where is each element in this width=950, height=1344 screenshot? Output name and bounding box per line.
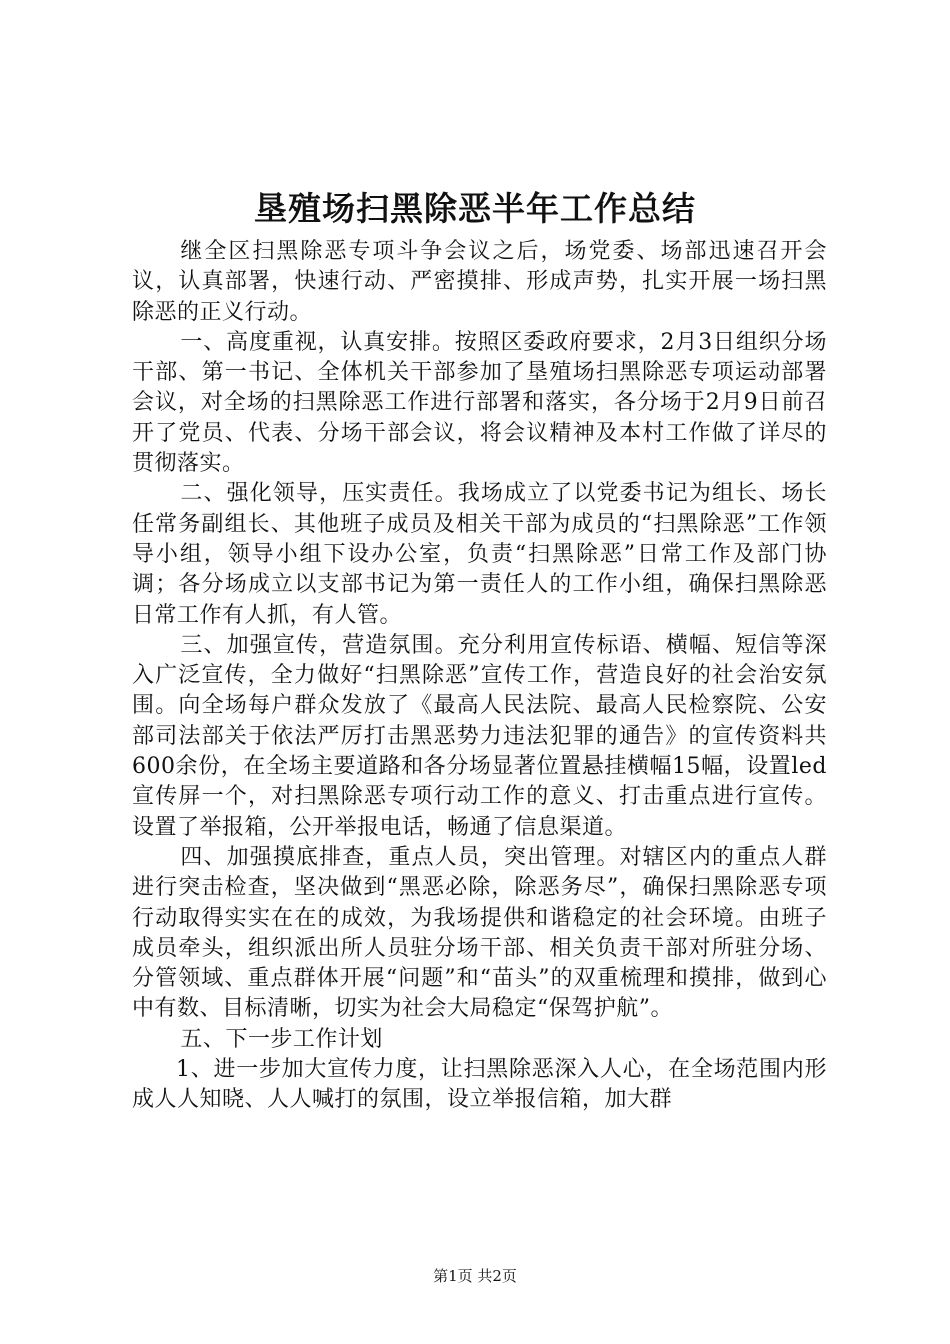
document-body: [132, 237, 827, 1116]
paragraph-section-4: 四、加强摸底排查，重点人员，突出管理。对辖区内的重点人群进行突击检查，坚决做到“黑恶必除，除恶务尽”，确保扫黑除恶专项行动取得实实在在的成效，为我场提供和谐稳定的社会环境。由班子成员牵头，组织派出所人员驻分场干部、相关负责干部对所驻分场、分管领域、重点群体开展“问题”和“苗头”的双重梳理和摸排，做到心中有数、目标清晰，切实为社会大局稳定“保驾护航”。: [132, 844, 827, 1022]
document-title: 垦殖场扫黑除恶半年工作总结: [254, 189, 696, 228]
paragraph-plan-item-1: 1、进一步加大宣传力度，让扫黑除恶深入人心，在全场范围内形成人人知晓、人人喊打的氛围，设立举报信箱，加大群: [132, 1057, 827, 1113]
paragraph-intro: 继全区扫黑除恶专项斗争会议之后，场党委、场部迅速召开会议，认真部署，快速行动、严密摸排、形成声势，扎实开展一场扫黑除恶的正义行动。: [132, 239, 827, 325]
paragraph-section-5-heading: 五、下一步工作计划: [180, 1026, 383, 1052]
paragraph-section-3: 三、加强宣传，营造氛围。充分利用宣传标语、横幅、短信等深入广泛宣传，全力做好“扫黑除恶”宣传工作，营造良好的社会治安氛围。向全场每户群众发放了《最高人民法院、最高人民检察院、公安部司法部关于依法严厉打击黑恶势力违法犯罪的通告》的宣传资料共600余份，在全场主要道路和各分场显著位置悬挂横幅15幅，设置led宣传屏一个，对扫黑除恶专项行动工作的意义、打击重点进行宣传。设置了举报箱，公开举报电话，畅通了信息渠道。: [132, 632, 827, 840]
paragraph-section-2: 二、强化领导，压实责任。我场成立了以党委书记为组长、场长任常务副组长、其他班子成员及相关干部为成员的“扫黑除恶”工作领导小组，领导小组下设办公室，负责“扫黑除恶”日常工作及部门协调；各分场成立以支部书记为第一责任人的工作小组，确保扫黑除恶日常工作有人抓，有人管。: [132, 481, 827, 628]
page-number-footer: 第1页 共2页: [433, 1267, 517, 1285]
paragraph-section-1: 一、高度重视，认真安排。按照区委政府要求，2月3日组织分场干部、第一书记、全体机关干部参加了垦殖场扫黑除恶专项运动部署会议，对全场的扫黑除恶工作进行部署和落实，各分场于2月9日前召开了党员、代表、分场干部会议，将会议精神及本村工作做了详尽的贯彻落实。: [132, 329, 827, 477]
